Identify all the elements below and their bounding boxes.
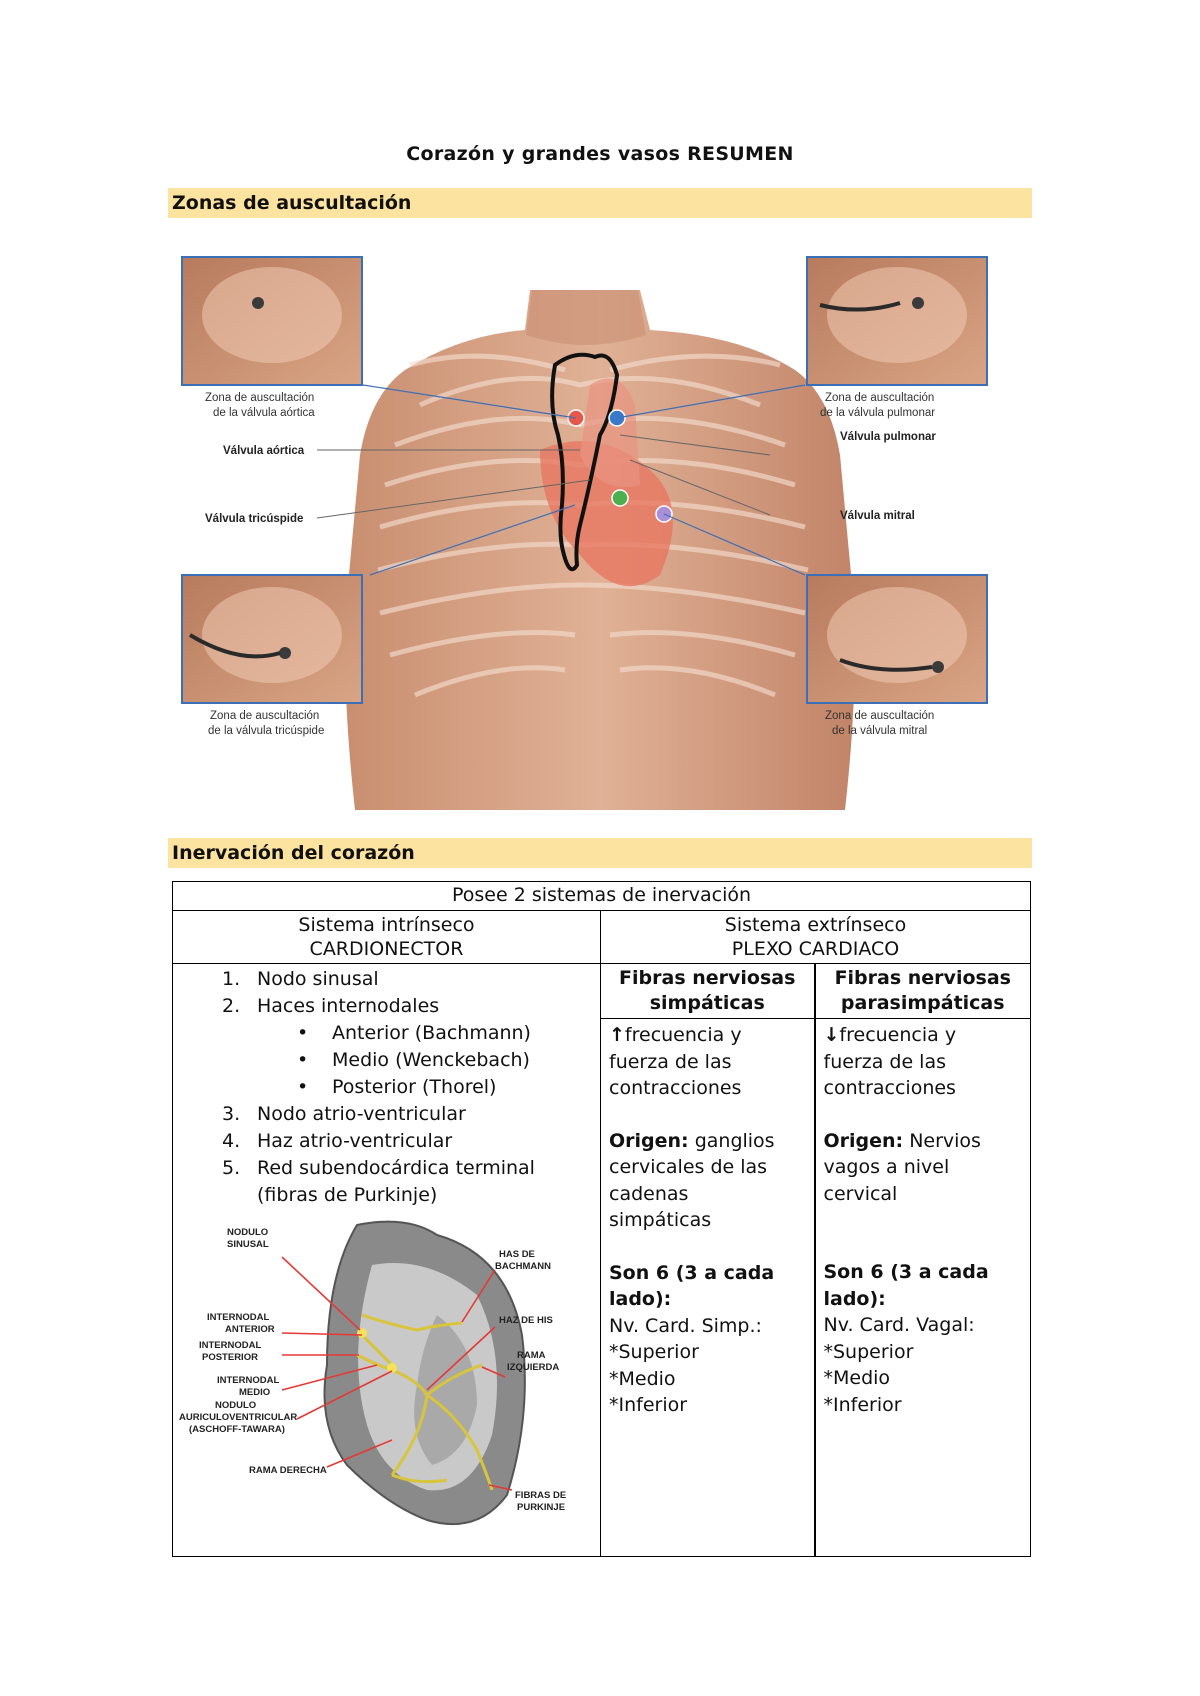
svg-text:NODULO: NODULO	[227, 1227, 269, 1238]
list-item: 4. Haz atrio-ventricular	[222, 1130, 453, 1152]
list-item: 2. Haces internodales	[222, 995, 440, 1017]
svg-text:MEDIO: MEDIO	[239, 1387, 271, 1398]
extrinsic-title: Sistema extrínseco	[724, 914, 907, 936]
list-item: (fibras de Purkinje)	[257, 1184, 438, 1206]
auscultation-figure	[180, 255, 990, 810]
sympathetic-content: ↑frecuencia y fuerza de las contracciones Origen: ganglios cervicales de las cadenas simpáticas Son 6 (3 a cada lado): Nv. Card. Simp.: *Superior *Medio *Inferior	[601, 1019, 815, 1557]
svg-text:RAMA: RAMA	[517, 1350, 546, 1361]
list-item: • Anterior (Bachmann)	[297, 1022, 531, 1044]
svg-text:de la válvula aórtica: de la válvula aórtica	[213, 407, 315, 419]
svg-text:Válvula tricúspide: Válvula tricúspide	[205, 513, 304, 525]
svg-text:INTERNODAL: INTERNODAL	[199, 1340, 262, 1351]
svg-text:INTERNODAL: INTERNODAL	[207, 1312, 270, 1323]
svg-text:Zona de auscultación: Zona de auscultación	[825, 710, 935, 722]
svg-text:HAS DE: HAS DE	[499, 1249, 535, 1260]
parasympathetic-title: Fibras nerviosas	[834, 967, 1011, 989]
svg-text:FIBRAS DE: FIBRAS DE	[515, 1490, 567, 1501]
list-item: 5. Red subendocárdica terminal	[222, 1157, 535, 1179]
svg-text:Zona de auscultación: Zona de auscultación	[210, 710, 320, 722]
conduction-system-figure	[177, 1215, 597, 1540]
svg-text:RAMA DERECHA: RAMA DERECHA	[249, 1465, 327, 1476]
svg-text:NODULO: NODULO	[215, 1400, 257, 1411]
extrinsic-subtitle: PLEXO CARDIACO	[731, 938, 900, 960]
parasympathetic-subtitle: parasimpáticas	[840, 992, 1005, 1014]
parasympathetic-content: ↓frecuencia y fuerza de las contracciones Origen: Nervios vagos a nivel cervical Son 6 (3 a cada lado): Nv. Card. Vagal: *Superior *Medio *Inferior	[815, 1019, 1031, 1557]
svg-text:Válvula pulmonar: Válvula pulmonar	[840, 431, 936, 443]
svg-text:INTERNODAL: INTERNODAL	[217, 1375, 280, 1386]
intrinsic-title: Sistema intrínseco	[298, 914, 475, 936]
intrinsic-subtitle: CARDIONECTOR	[309, 938, 464, 960]
svg-text:de la válvula pulmonar: de la válvula pulmonar	[820, 407, 936, 419]
svg-text:Zona de auscultación: Zona de auscultación	[205, 392, 315, 404]
innervation-table	[172, 881, 1031, 1557]
intrinsic-header	[173, 911, 601, 964]
svg-text:BACHMANN: BACHMANN	[495, 1261, 551, 1272]
svg-text:SINUSAL: SINUSAL	[227, 1239, 269, 1250]
svg-text:AURICULOVENTRICULAR: AURICULOVENTRICULAR	[179, 1412, 298, 1423]
sympathetic-title: Fibras nerviosas	[619, 967, 796, 989]
svg-text:de la válvula tricúspide: de la válvula tricúspide	[208, 725, 325, 737]
parasympathetic-header	[815, 964, 1031, 1019]
svg-text:ANTERIOR: ANTERIOR	[225, 1324, 275, 1335]
svg-text:Zona de auscultación: Zona de auscultación	[825, 392, 935, 404]
conduction-list-cont	[177, 1101, 596, 1209]
svg-text:Válvula mitral: Válvula mitral	[840, 510, 915, 522]
page-title: Corazón y grandes vasos RESUMEN	[406, 143, 794, 165]
svg-text:POSTERIOR: POSTERIOR	[202, 1352, 258, 1363]
svg-text:de la válvula mitral: de la válvula mitral	[832, 725, 928, 737]
extrinsic-header	[601, 911, 1031, 964]
list-item: 1. Nodo sinusal	[222, 968, 379, 990]
svg-text:IZQUIERDA: IZQUIERDA	[507, 1362, 560, 1373]
sympathetic-subtitle: simpáticas	[649, 992, 765, 1014]
list-item: 3. Nodo atrio-ventricular	[222, 1103, 466, 1125]
section-header-innervation: Inervación del corazón	[168, 838, 1032, 868]
sympathetic-header	[601, 964, 815, 1019]
svg-text:Válvula aórtica: Válvula aórtica	[223, 445, 305, 457]
list-item: • Posterior (Thorel)	[297, 1076, 497, 1098]
internodal-sublist	[177, 1020, 596, 1101]
conduction-list	[177, 966, 596, 1020]
intrinsic-content	[173, 964, 601, 1557]
svg-text:PURKINJE: PURKINJE	[517, 1502, 566, 1513]
svg-text:(ASCHOFF-TAWARA): (ASCHOFF-TAWARA)	[189, 1424, 285, 1435]
svg-text:HAZ DE HIS: HAZ DE HIS	[499, 1315, 553, 1326]
list-item: • Medio (Wenckebach)	[297, 1049, 530, 1071]
section-header-auscultation: Zonas de auscultación	[168, 188, 1032, 218]
table-header: Posee 2 sistemas de inervación	[173, 882, 1031, 911]
